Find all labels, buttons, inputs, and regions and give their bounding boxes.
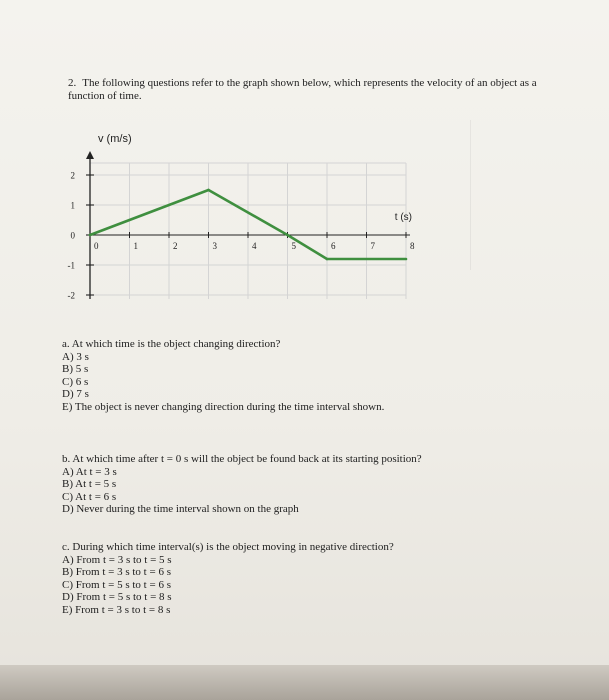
part-a-option: B) 5 s — [62, 363, 89, 376]
x-tick-label: 4 — [252, 241, 257, 251]
part-a — [62, 338, 384, 414]
part-a-question: a. At which time is the object changing direction? — [62, 338, 281, 350]
question-intro-text: The following questions refer to the graph shown below, which represents the velocity of an object as a function of time. — [68, 77, 537, 102]
x-axis-title: t (s) — [394, 212, 412, 223]
x-tick-label: 3 — [212, 241, 217, 251]
velocity-point — [405, 258, 407, 260]
velocity-point — [287, 234, 289, 236]
y-tick-label: -2 — [67, 290, 75, 301]
part-a-option: E) The object is never changing direction during the time interval shown. — [62, 400, 385, 413]
x-tick-label: 7 — [370, 241, 375, 251]
velocity-point — [208, 189, 210, 191]
part-b-question: b. At which time after t = 0 s will the object be found back at its starting position? — [62, 453, 422, 465]
desk-edge — [0, 665, 609, 700]
x-tick-label: 1 — [133, 241, 138, 251]
velocity-point — [89, 234, 91, 236]
part-b-option: A) At t = 3 s — [62, 465, 117, 478]
velocity-time-graph — [60, 130, 430, 320]
y-tick-label: 2 — [70, 170, 75, 181]
part-b-option: B) At t = 5 s — [62, 478, 117, 491]
y-tick-label: 0 — [70, 230, 75, 241]
y-tick-label: -1 — [67, 260, 75, 271]
question-intro — [68, 77, 558, 103]
graph-grid — [90, 163, 406, 299]
part-c-option: A) From t = 3 s to t = 5 s — [62, 553, 172, 566]
x-tick-label: 8 — [410, 241, 415, 251]
part-b-option: D) Never during the time interval shown on the graph — [62, 503, 299, 516]
graph-labels — [68, 133, 416, 301]
part-c-option: D) From t = 5 s to t = 8 s — [62, 591, 172, 604]
x-tick-label: 0 — [94, 241, 99, 251]
part-b — [62, 453, 422, 516]
part-c — [62, 541, 394, 617]
part-b-option: C) At t = 6 s — [62, 490, 117, 503]
x-tick-label: 2 — [173, 241, 178, 251]
part-a-option: D) 7 s — [62, 388, 89, 401]
y-axis-title: v (m/s) — [98, 133, 132, 145]
question-number: 2. — [68, 77, 77, 89]
part-c-option: C) From t = 5 s to t = 6 s — [62, 578, 171, 591]
y-tick-label: 1 — [70, 200, 75, 211]
show-through-marks — [470, 120, 581, 270]
part-a-option: C) 6 s — [62, 375, 89, 388]
part-c-option: E) From t = 3 s to t = 8 s — [62, 603, 171, 616]
part-c-option: B) From t = 3 s to t = 6 s — [62, 566, 171, 579]
velocity-segment — [90, 190, 209, 235]
y-axis-arrow — [86, 151, 94, 159]
part-c-question: c. During which time interval(s) is the object moving in negative direction? — [62, 541, 394, 553]
x-tick-label: 5 — [291, 241, 296, 251]
velocity-point — [326, 258, 328, 260]
x-tick-label: 6 — [331, 241, 336, 251]
part-a-option: A) 3 s — [62, 350, 89, 363]
